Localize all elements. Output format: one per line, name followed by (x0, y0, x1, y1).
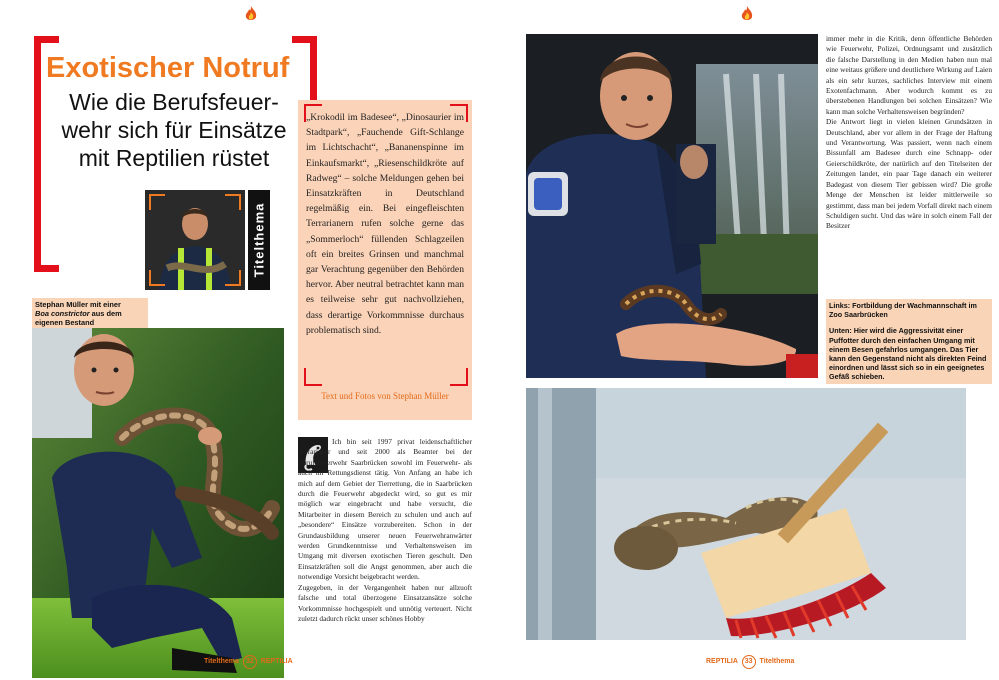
caption-line-3: eigenen Bestand (35, 318, 95, 327)
subtitle-line-3: mit Reptilien rüstet (78, 145, 270, 171)
photo-firefighter-boa (32, 328, 284, 678)
body-paragraph-3: immer mehr in die Kritik, denn öffentliche Behörden wie Feuerwehr, Polizei, Ordnungsamt und zusätzlich die falsche Darstellung in den Medien haben nun mal eine weitaus größere und deutlichere Wirkung auf Laien als ein sehr kurzes, sachliches Interview mit einem Exotenfachmann. Aber wodurch kommt es zu überstebenen Handlungen bei solchen Einsätzen? Wie kann man solche Verhaltensweisen begründen? (826, 34, 992, 116)
pull-corner-bl (304, 368, 322, 386)
flame-icon (244, 6, 258, 22)
flame-icon-right (740, 6, 754, 22)
article-subtitle (40, 88, 308, 172)
author-portrait (145, 190, 245, 290)
photo-training-zoo-illustration (526, 34, 818, 378)
caption-top: Links: Fortbildung der Wachmannschaft im Zoo Saarbrücken (829, 301, 977, 320)
footer-magazine-right: REPTILIA (706, 658, 738, 665)
pull-quote-text (306, 110, 464, 338)
subtitle-line-1: Wie die Berufsfeuer- (69, 89, 279, 115)
section-label-text: Titelthema (251, 202, 267, 278)
page-number-left: 32 (243, 655, 257, 669)
photo-firefighter-boa-illustration (32, 328, 284, 678)
pull-quote-paragraph: „Krokodil im Badesee“, „Dinosaurier im Stadtpark“, „Fauchende Gift-Schlange im Lichtschacht“, „Bananenspinne im Einkaufsmarkt“, „Riesenschildkröte auf Radweg“ – solche Meldungen gehen bei Einsatzkräften in Deutschland regelmäßig ein. Bei eingefleischten Terrarianern rufen solche gerne das „Sommerloch“ füllenden Schlagzeilen oft ein breites Grinsen und manchmal gar Verachtung gegenüber den Behörden hervor. Aber neutral betrachtet kann man es teilweise sehr gut nachvollziehen, dass derartige Vorkommnisse durchaus problematisch sind. (306, 112, 464, 336)
article-body-right (826, 34, 992, 232)
photo-puffadder-broom (526, 388, 966, 640)
body-paragraph-1: Ich bin seit 1997 privat leidenschaftlicher Terrarianer und seit 2000 als Beamter bei der Berufsfeuerwehr Saarbrücken sowohl im Feuerwehr- als auch im Rettungsdienst tätig. Von Anfang an habe ich mich auf dem Gebiet der Tierrettung, die in Saarbrücken durch die Feuerwehr abgedeckt wird, so gut es mir möglich war eingebracht und habe versucht, die Mitarbeiter in diesem Bereich zu schulen und auch auf „besondere“ Einsätze vorzubereiten. Schon in der Grundausbildung unserer neuen Feuerwehranwärter werden Grundkenntnisse und Verhaltensweisen im Umgang mit diversen exotischen Tieren geschult. Den Einsatzkräften soll die Angst genommen, aber auch die notwendige Vorsicht beigebracht werden. (298, 437, 472, 582)
footer-section: Titelthema (204, 658, 239, 665)
photo-training-zoo (526, 34, 818, 378)
byline: Text und Fotos von Stephan Müller (321, 391, 449, 401)
section-label (248, 190, 270, 290)
photo-captions-right (826, 299, 992, 384)
footer-right (706, 655, 794, 669)
caption-line-1: Stephan Müller mit einer (35, 300, 121, 309)
page-number-right: 33 (742, 655, 756, 669)
article-title: Exotischer Notruf (46, 52, 290, 84)
subtitle-line-2: wehr sich für Einsätze (61, 117, 287, 143)
photo-puffadder-broom-illustration (526, 388, 966, 640)
footer-left (204, 655, 293, 669)
caption-line-2: aus dem (89, 309, 122, 318)
footer-magazine: REPTILIA (260, 658, 293, 665)
body-paragraph-4: Die Antwort liegt in vielen kleinen Grundsätzen in Deutschland, aber vor allem in der Frage der Haftung und Verantwortung. Was passiert, wenn nach einem Bissunfall am Badesee durch eine Schnapp- oder Geierschildkröte, der natürlich auf den Titelseiten der Zeitungen landet, ein paar Tage danach ein weiterer Badegast von diesem Tier gebissen wird? Die große Menge der Menschen ist leider mittlerweile so gestimmt, dass man bei jedem Vorfall direkt nach einem Schuldigen sucht. Und das wäre in solch einem Fall der Besitzer (826, 117, 992, 231)
photo-caption-left (32, 298, 148, 329)
footer-section-right: Titelthema (759, 658, 795, 665)
article-body-left (298, 437, 472, 624)
body-paragraph-2: Zugegeben, in der Vergangenheit haben nur allzuoft falsche und total überzogene Einsatzansätze solche Vorkommnisse hochgespielt und unnötig verteuert. Nicht zuletzt dadurch rückt unser schönes Hobby (298, 582, 472, 623)
pull-corner-br (450, 368, 468, 386)
caption-species: Boa constrictor (35, 309, 90, 318)
caption-bottom: Unten: Hier wird die Aggressivität einer Puffotter durch den einfachen Umgang mit einem Besen gefahrlos umgangen. Das Tier kann den Gegenstand nicht als direkten Feind einordnen und lässt sich so in ein geeignetes Gefäß schieben. (829, 326, 987, 382)
